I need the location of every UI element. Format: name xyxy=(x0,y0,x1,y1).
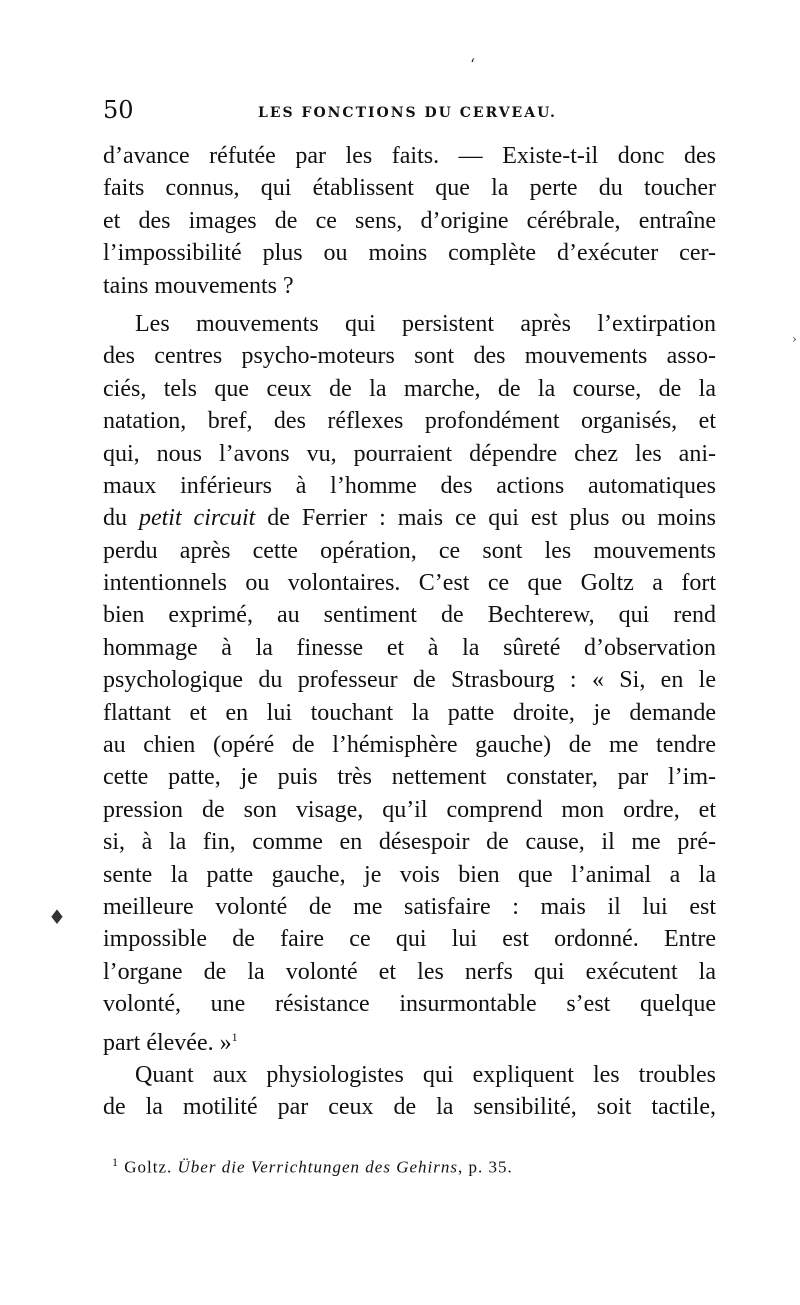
text-line: bien exprimé, au sentiment de Bechterew, qui rend xyxy=(103,602,716,629)
italic-term-petit-circuit: petit circuit xyxy=(138,505,256,532)
text-line: qui, nous l’avons vu, pourraient dépendre chez les ani- xyxy=(103,440,716,467)
text-line: natation, bref, des réflexes profondément organisés, et xyxy=(103,408,716,435)
footnote-title: Über die Verrichtungen des Gehirns xyxy=(177,1157,458,1177)
text-line: meilleure volonté de me satisfaire : mais il lui est xyxy=(103,893,716,920)
line-prefix: du xyxy=(103,505,127,532)
text-line: d’avance réfutée par les faits. — Existe-t-il donc des xyxy=(103,143,716,169)
paragraph-start-line: Quant aux physiologistes qui expliquent les troubles xyxy=(135,1061,716,1088)
text-line: cette patte, je puis très nettement constater, par l’im- xyxy=(103,764,716,791)
text-line: psychologique du professeur de Strasbourg : « Si, en le xyxy=(103,667,716,694)
footnote-marker: 1 xyxy=(112,1155,119,1169)
text-line: maux inférieurs à l’homme des actions automatiques xyxy=(103,472,716,499)
page-number: 50 xyxy=(103,96,134,124)
stray-mark-left: ♦ xyxy=(48,905,66,929)
text-line: perdu après cette opération, ce sont les mouvements xyxy=(103,537,716,564)
text-line: flattant et en lui touchant la patte droite, je demande xyxy=(103,699,716,726)
body-text xyxy=(103,140,716,1124)
text-line: au chien (opéré de l’hémisphère gauche) de me tendre xyxy=(103,732,716,759)
text-line: hommage à la finesse et à la sûreté d’observation xyxy=(103,634,716,661)
text-line: des centres psycho-moteurs sont des mouvements asso- xyxy=(103,343,716,370)
text-line: si, à la fin, comme en désespoir de cause, il me pré- xyxy=(103,829,716,856)
footnote-author: Goltz. xyxy=(124,1157,173,1177)
text-line-with-italic xyxy=(103,502,716,534)
text-line: intentionnels ou volontaires. C’est ce que Goltz a fort xyxy=(103,570,716,597)
text-line: tains mouvements ? xyxy=(103,272,294,299)
text-line: faits connus, qui établissent que la perte du toucher xyxy=(103,175,716,202)
text-line: volonté, une résistance insurmontable s’est quelque xyxy=(103,991,716,1018)
text-line: pression de son visage, qu’il comprend mon ordre, et xyxy=(103,796,716,823)
paragraph-start-line: Les mouvements qui persistent après l’extirpation xyxy=(135,310,716,337)
text-line: de la motilité par ceux de la sensibilité, soit tactile, xyxy=(103,1094,716,1121)
footnote-reference: 1 xyxy=(231,1029,238,1044)
text-line: l’organe de la volonté et les nerfs qui exécutent la xyxy=(103,958,716,985)
text-line: l’impossibilité plus ou moins complète d’exécuter cer- xyxy=(103,240,716,267)
running-title: LES FONCTIONS DU CERVEAU. xyxy=(258,105,557,121)
footnote xyxy=(112,1155,712,1178)
stray-mark-right: › xyxy=(792,332,797,346)
text-line-with-footnote-ref xyxy=(103,1021,716,1056)
line-text: part élevée. » xyxy=(103,1029,232,1056)
stray-mark-top: ‘ xyxy=(470,55,476,74)
text-line: impossible de faire ce qui lui est ordonné. Entre xyxy=(103,926,716,953)
text-line: sente la patte gauche, je vois bien que l’animal a la xyxy=(103,861,716,888)
text-line: ciés, tels que ceux de la marche, de la course, de la xyxy=(103,375,716,402)
text-line: et des images de ce sens, d’origine cérébrale, entraîne xyxy=(103,207,716,234)
footnote-page: , p. 35. xyxy=(458,1157,513,1177)
line-rest: de Ferrier : mais ce qui est plus ou moins xyxy=(267,505,717,532)
